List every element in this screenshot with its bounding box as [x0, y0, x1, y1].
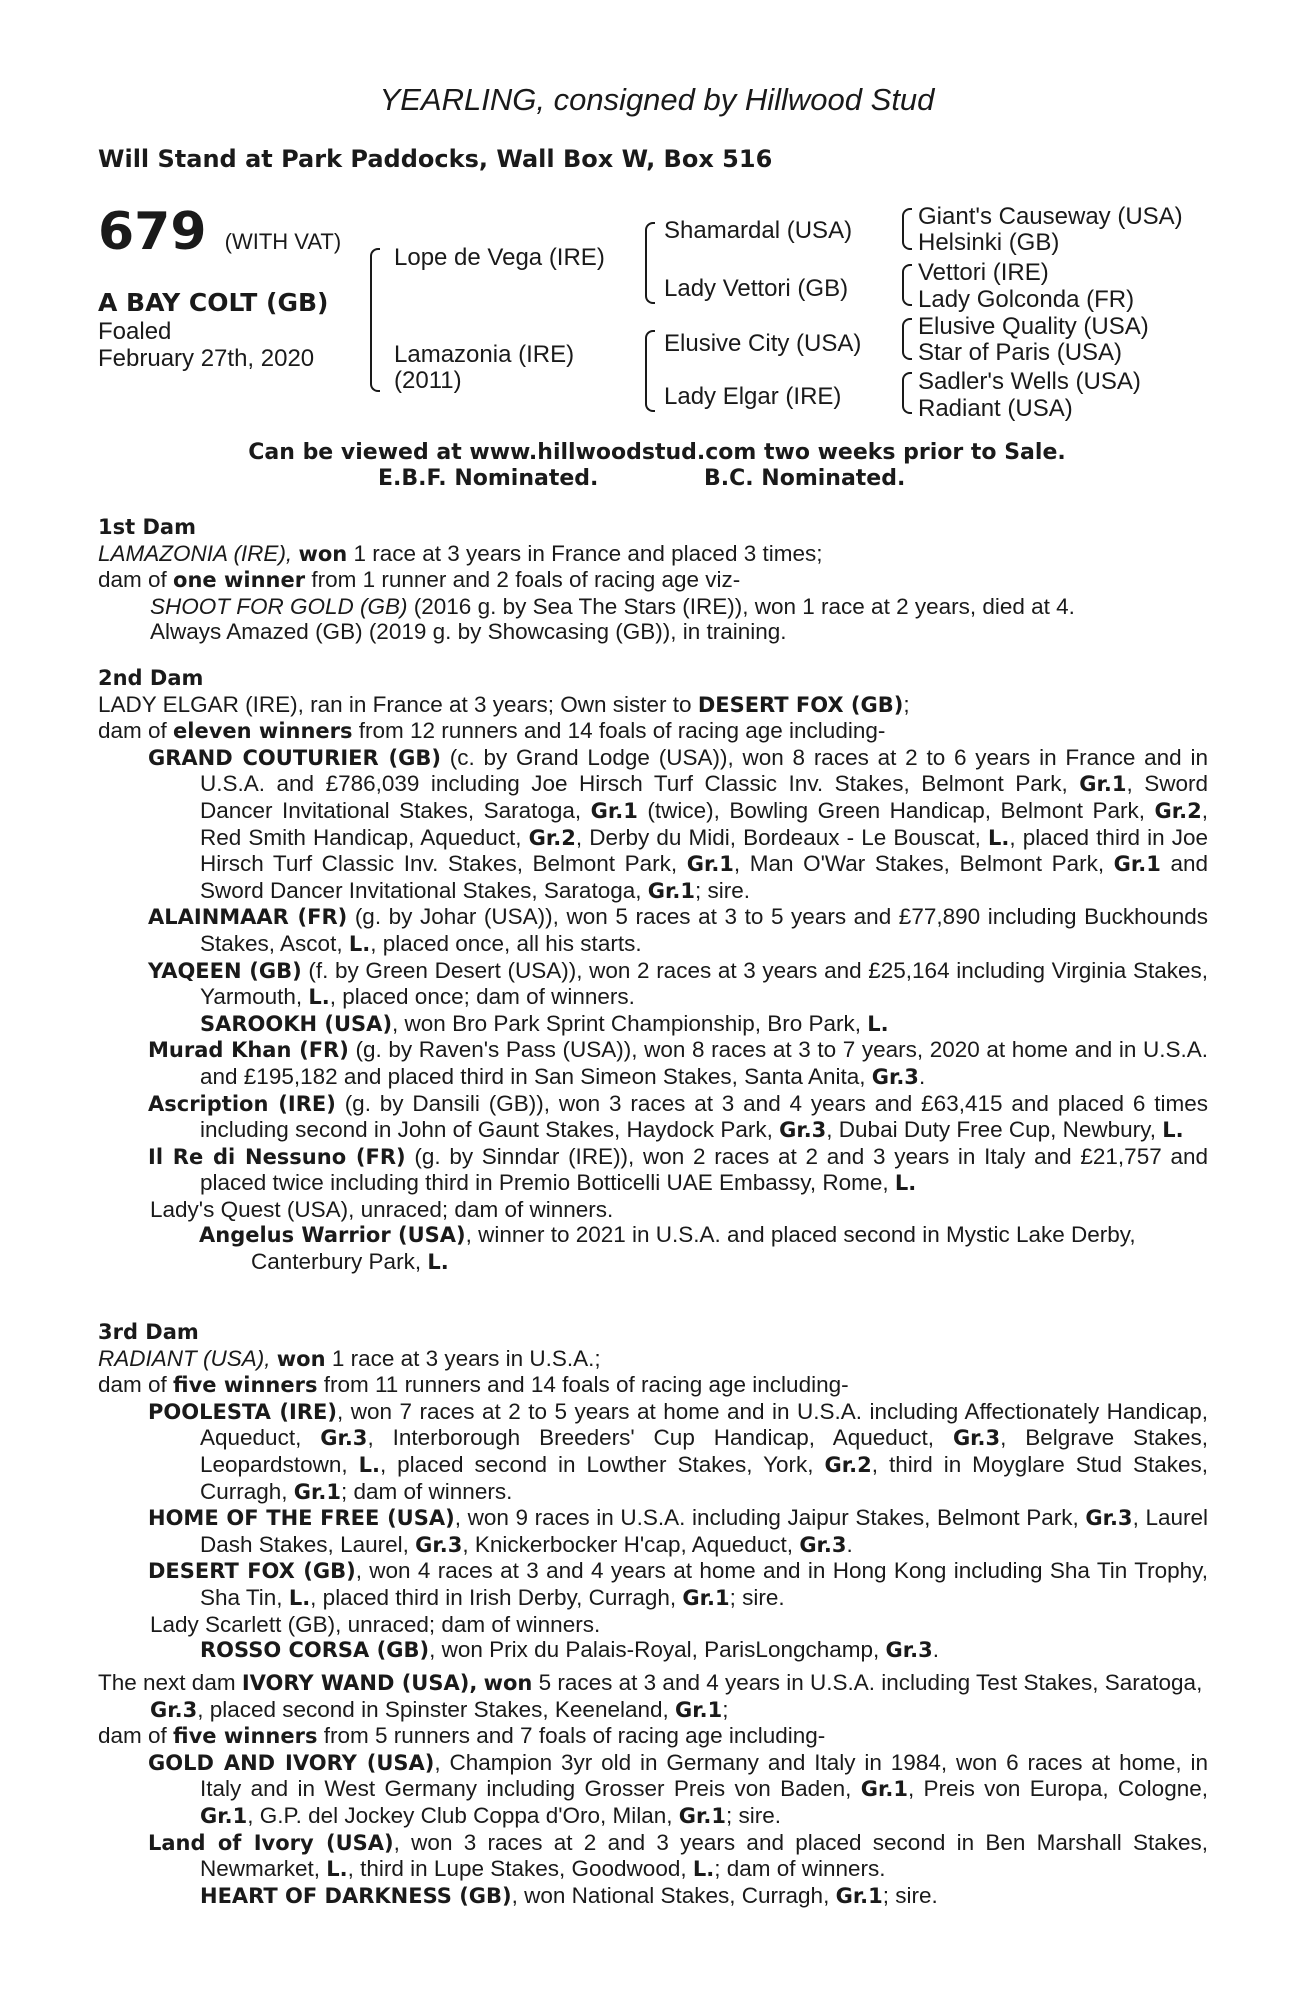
next-dam-produce [98, 1723, 1208, 1750]
third-dam-name: RADIANT (USA), [98, 1345, 271, 1371]
produce-desert-fox: DESERT FOX (GB), won 4 races at 3 and 4 years at home and in Hong Kong including Sha Tin Trophy, Sha Tin, L., placed third in Irish Derby, Curragh, Gr.1; sire. [148, 1558, 1209, 1610]
third-dam-produce [98, 1372, 1208, 1399]
second-dam-line [98, 692, 1208, 719]
produce-angelus-warrior: Angelus Warrior (USA), winner to 2021 in U.S.A. and placed second in Mystic Lake Derby, Canterbury Park, L. [199, 1222, 1136, 1275]
produce-lady-scarlett: Lady Scarlett (GB), unraced; dam of winners. [150, 1611, 601, 1637]
pedigree-dsd: Star of Paris (USA) [918, 339, 1123, 366]
third-dam-won: won [276, 1346, 326, 1371]
first-dam-winners: one winner [173, 568, 306, 593]
produce-ladys-quest: Lady's Quest (USA), unraced; dam of winners. [150, 1196, 614, 1222]
pedigree-sdd: Lady Golconda (FR) [918, 286, 1135, 313]
second-dam-heading: 2nd Dam [98, 666, 204, 690]
produce-record: (2016 g. by Sea The Stars (IRE)), won 1 race at 2 years, died at 4. [407, 593, 1075, 619]
next-dam-winners: five winners [173, 1724, 318, 1749]
produce-name: SHOOT FOR GOLD (GB) [150, 593, 408, 619]
brace [902, 372, 912, 414]
produce-yaqeen: YAQEEN (GB) (f. by Green Desert (USA)), won 2 races at 3 years and £25,164 including Virginia Stakes, Yarmouth, L., placed once; dam of winners. [148, 957, 1208, 1010]
produce-il-re-di-nessuno: Il Re di Nessuno (FR) (g. by Sinndar (IRE)), won 2 races at 2 and 3 years in Italy and £21,757 and placed twice including third in Premio Botticelli UAE Embassy, Rome, L. [148, 1143, 1208, 1196]
third-dam-winners: five winners [173, 1373, 318, 1398]
next-dam-name: IVORY WAND (USA), [241, 1671, 478, 1695]
brace [370, 248, 380, 392]
brace [645, 222, 655, 304]
first-dam-produce [98, 567, 1208, 594]
next-dam-section [98, 1670, 1208, 1909]
next-dam-runners: from 5 runners and 7 foals of racing age including- [317, 1723, 826, 1749]
pedigree-sd: Lady Vettori (GB) [664, 275, 849, 302]
brace [902, 264, 912, 306]
next-dam-dam-of: dam of [98, 1723, 174, 1749]
pedigree-dss: Elusive Quality (USA) [918, 313, 1149, 340]
third-dam-section [98, 1320, 1208, 1664]
bc-nominated: B.C. Nominated. [704, 466, 906, 491]
viewing-notice: Can be viewed at www.hillwoodstud.com two weeks prior to Sale. [248, 440, 1066, 465]
second-dam-section [98, 666, 1208, 1276]
next-dam-prefix: The next dam [98, 1670, 242, 1695]
produce-land-of-ivory: Land of Ivory (USA), won 3 races at 2 and 3 years and placed second in Ben Marshall Stakes, Newmarket, L., third in Lupe Stakes, Goodwood, L.; dam of winners. [148, 1829, 1208, 1882]
produce-rosso-corsa: ROSSO CORSA (GB), won Prix du Palais-Royal, ParisLongchamp, Gr.3. [200, 1637, 939, 1663]
second-dam-sister: DESERT FOX (GB) [697, 692, 904, 717]
pedigree-ds: Elusive City (USA) [664, 330, 862, 357]
foaled-block [98, 318, 314, 372]
pedigree-sds: Vettori (IRE) [918, 259, 1049, 286]
first-dam-heading: 1st Dam [98, 515, 196, 539]
second-dam-runners: from 12 runners and 14 foals of racing age including- [352, 718, 886, 744]
foaled-date: February 27th, 2020 [98, 345, 315, 372]
first-dam-dam-of: dam of [98, 567, 174, 593]
produce-heart-of-darkness: HEART OF DARKNESS (GB), won National Stakes, Curragh, Gr.1; sire. [200, 1882, 938, 1908]
pedigree-dd: Lady Elgar (IRE) [664, 383, 842, 410]
pedigree-ssd: Helsinki (GB) [918, 229, 1060, 256]
pedigree-ss: Shamardal (USA) [664, 217, 853, 244]
first-dam-record: 1 race at 3 years in France and placed 3 times; [347, 540, 823, 566]
next-dam-line: The next dam IVORY WAND (USA), won 5 races at 3 and 4 years in U.S.A. including Test Stakes, Saratoga, Gr.3, placed second in Spinster Stakes, Keeneland, Gr.1; [98, 1670, 1203, 1722]
third-dam-record: 1 race at 3 years in U.S.A.; [325, 1345, 601, 1371]
brace [902, 318, 912, 360]
lot-number-value: 679 [98, 202, 207, 262]
produce-poolesta: POOLESTA (IRE), won 7 races at 2 to 5 years at home and in U.S.A. including Affectionately Handicap, Aqueduct, Gr.3, Interborough Breeders' Cup Handicap, Aqueduct, Gr.3, Belgrave Stakes, Leopardstown, L., placed second in Lowther Stakes, York, Gr.2, third in Moyglare Stud Stakes, Curragh, Gr.1; dam of winners. [148, 1398, 1209, 1504]
pedigree-sire: Lope de Vega (IRE) [394, 244, 605, 271]
produce-sarookh: SAROOKH (USA), won Bro Park Sprint Championship, Bro Park, L. [200, 1010, 889, 1036]
brace [902, 208, 912, 250]
horse-title: A BAY COLT (GB) [98, 288, 329, 317]
stand-location: Will Stand at Park Paddocks, Wall Box W, Box 516 [98, 145, 773, 173]
produce-grand-couturier: GRAND COUTURIER (GB) (c. by Grand Lodge (USA)), won 8 races at 2 to 6 years in France and in U.S.A. and £786,039 including Joe Hirsch Turf Classic Inv. Stakes, Belmont Park, Gr.1, Sword Dancer Invitational Stakes, Saratoga, Gr.1 (twice), Bowling Green Handicap, Belmont Park, Gr.2, Red Smith Handicap, Aqueduct, Gr.2, Derby du Midi, Bordeaux - Le Bouscat, L., placed third in Joe Hirsch Turf Classic Inv. Stakes, Belmont Park, Gr.1, Man O'War Stakes, Belmont Park, Gr.1 and Sword Dancer Invitational Stakes, Saratoga, Gr.1; sire. [148, 744, 1209, 903]
second-dam-line-end: ; [903, 691, 910, 717]
second-dam-winners: eleven winners [173, 719, 353, 744]
first-dam-won: won [298, 541, 348, 566]
pedigree-dam-year: (2011) [394, 367, 462, 394]
consignor-line: YEARLING, consigned by Hillwood Stud [379, 82, 935, 117]
pedigree-dam-name: Lamazonia (IRE) [394, 341, 575, 368]
produce-shoot-for-gold [98, 594, 1208, 620]
pedigree-sss: Giant's Causeway (USA) [918, 203, 1183, 230]
produce-murad-khan: Murad Khan (FR) (g. by Raven's Pass (USA)), won 8 races at 3 to 7 years, 2020 at home and in U.S.A. and £195,182 and placed third in San Simeon Stakes, Santa Anita, Gr.3. [148, 1037, 1208, 1089]
foaled-label: Foaled [98, 318, 172, 345]
second-dam-dam-of: dam of [98, 718, 174, 744]
produce-ascription: Ascription (IRE) (g. by Dansili (GB)), won 3 races at 3 and 4 years and £63,415 and placed 6 times including second in John of Gaunt Stakes, Haydock Park, Gr.3, Dubai Duty Free Cup, Newbury, L. [148, 1090, 1208, 1143]
next-dam-record: 5 races at 3 and 4 years in U.S.A. including Test Stakes, Saratoga, [532, 1670, 1203, 1695]
third-dam-heading: 3rd Dam [98, 1320, 199, 1344]
third-dam-dam-of: dam of [98, 1372, 174, 1398]
produce-alainmaar: ALAINMAAR (FR) (g. by Johar (USA)), won 5 races at 3 to 5 years and £77,890 including Buckhounds Stakes, Ascot, L., placed once, all his starts. [148, 904, 1208, 956]
lot-number [98, 202, 341, 272]
third-dam-line [98, 1346, 1208, 1373]
first-dam-section [98, 515, 1208, 645]
produce-gold-and-ivory: GOLD AND IVORY (USA), Champion 3yr old in Germany and Italy in 1984, won 6 races at home, in Italy and in West Germany including Grosser Preis von Baden, Gr.1, Preis von Europa, Cologne, Gr.1, G.P. del Jockey Club Coppa d'Oro, Milan, Gr.1; sire. [148, 1749, 1208, 1828]
first-dam-line [98, 541, 1208, 568]
second-dam-text: LADY ELGAR (IRE), ran in France at 3 years; Own sister to [98, 691, 698, 717]
produce-always-amazed: Always Amazed (GB) (2019 g. by Showcasing (GB)), in training. [150, 619, 787, 645]
produce-home-of-the-free: HOME OF THE FREE (USA), won 9 races in U.S.A. including Jaipur Stakes, Belmont Park, Gr.3, Laurel Dash Stakes, Laurel, Gr.3, Knickerbocker H'cap, Aqueduct, Gr.3. [148, 1505, 1208, 1557]
second-dam-produce [98, 718, 1208, 745]
pedigree-dam [394, 342, 574, 394]
next-dam-won: won [483, 1671, 533, 1695]
pedigree-ddd: Radiant (USA) [918, 395, 1073, 422]
brace [645, 330, 655, 412]
pedigree-dds: Sadler's Wells (USA) [918, 368, 1141, 395]
vat-note: (WITH VAT) [224, 229, 342, 254]
first-dam-name: LAMAZONIA (IRE), [98, 540, 293, 566]
ebf-nominated: E.B.F. Nominated. [378, 466, 599, 491]
third-dam-runners: from 11 runners and 14 foals of racing age including- [317, 1372, 849, 1398]
first-dam-runners: from 1 runner and 2 foals of racing age viz- [305, 567, 741, 593]
